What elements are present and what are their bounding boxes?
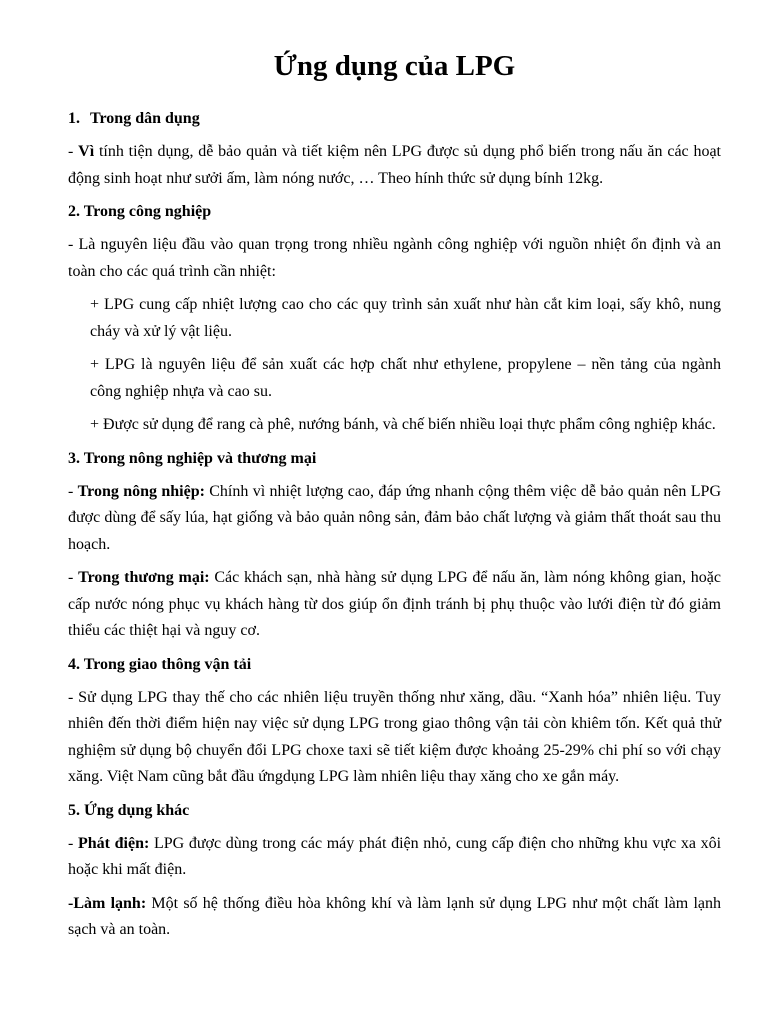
section-2-heading: 2. Trong công nghiệp bbox=[68, 203, 212, 220]
section-3-heading: 3. Trong nông nghiệp và thương mại bbox=[68, 449, 317, 467]
section-5-para2-bold: -Làm lạnh: bbox=[68, 894, 147, 912]
section-4-heading: 4. Trong giao thông vận tải bbox=[68, 655, 252, 673]
section-5-heading: 5. Ứng dụng khác bbox=[68, 801, 190, 819]
section-1-paragraph bbox=[68, 139, 721, 192]
document-title: Ứng dụng của LPG bbox=[273, 50, 516, 82]
section-1-para-text: tính tiện dụng, dễ bảo quản và tiết kiệm nên LPG được sủ dụng phổ biến trong nấu ăn các hoạt động sinh hoạt như sưởi ấm, làm nóng nước, … Theo hính thức sử dụng bính 12kg. bbox=[68, 143, 721, 187]
section-3-paragraph-agriculture bbox=[68, 479, 721, 559]
section-2-paragraph: - Là nguyên liệu đầu vào quan trọng trong nhiều ngành công nghiệp với nguồn nhiệt ổn định và an toàn cho các quá trình cần nhiệt: bbox=[68, 236, 721, 280]
section-3-para2-bold: Trong thương mại: bbox=[78, 569, 210, 586]
section-5-para2-text: Một số hệ thống điều hòa không khí và làm lạnh sử dụng LPG như một chất làm lạnh sạch và an toàn. bbox=[68, 894, 721, 938]
section-5-para1-bold: Phát điện: bbox=[77, 834, 150, 852]
section-3-para1-text: Chính vì nhiệt lượng cao, đáp ứng nhanh cộng thêm việc dễ bảo quản nên LPG được dùng để sấy lúa, hạt giống và bảo quản nông sản, đảm bảo chất lượng và giảm thất thoát sau thu hoạch. bbox=[68, 482, 721, 553]
section-5-paragraph-cooling bbox=[68, 891, 721, 944]
section-5-para1-prefix: - bbox=[68, 834, 78, 852]
section-3-para1-bold: Trong nông nhiệp: bbox=[77, 482, 205, 500]
section-1-para-bold: Vì bbox=[78, 143, 95, 160]
section-1-heading-text: Trong dân dụng bbox=[90, 110, 200, 127]
section-1-para-prefix: - bbox=[68, 143, 79, 160]
section-3-para2-prefix: - bbox=[68, 569, 79, 586]
section-2-bullet-1: + LPG cung cấp nhiệt lượng cao cho các quy trình sản xuất như hàn cắt kim loại, sấy khô, nung cháy và xử lý vật liệu. bbox=[90, 296, 721, 340]
section-5-para1-text: LPG được dùng trong các máy phát điện nhỏ, cung cấp điện cho những khu vực xa xôi hoặc khi mất điện. bbox=[68, 834, 722, 878]
section-1-heading bbox=[68, 106, 721, 132]
section-3-para1-prefix: - bbox=[68, 482, 78, 500]
section-1-number: 1. bbox=[68, 110, 80, 127]
section-2-bullet-2: + LPG là nguyên liệu để sản xuất các hợp chất như ethylene, propylene – nền tảng của ngành công nghiệp nhựa và cao su. bbox=[90, 356, 721, 400]
section-3-para2-text: Các khách sạn, nhà hàng sử dụng LPG để nấu ăn, làm nóng không gian, hoặc cấp nước nóng phục vụ khách hàng từ dos giúp ổn định tránh bị phụ thuộc vào lưới điện từ đó giảm thiểu các thiệt hại và nguy cơ. bbox=[68, 569, 722, 639]
section-3-paragraph-commerce bbox=[68, 565, 721, 645]
section-4-paragraph: - Sử dụng LPG thay thế cho các nhiên liệu truyền thống như xăng, dầu. “Xanh hóa” nhiên liệu. Tuy nhiên đến thời điểm hiện nay việc sử dụng LPG trong giao thông vận tải còn khiêm tốn. Kết quả thử nghiệm sử dụng bộ chuyển đổi LPG choxe taxi sẽ tiết kiệm được khoảng 25-29% chi phí so với chạy xăng. Việt Nam cũng bắt đầu ứngdụng LPG làm nhiên liệu thay xăng cho xe gắn máy. bbox=[68, 688, 721, 785]
section-2-bullet-3: + Được sử dụng để rang cà phê, nướng bánh, và chế biến nhiều loại thực phẩm công nghiệp khác. bbox=[90, 416, 716, 433]
section-5-paragraph-power bbox=[68, 831, 721, 884]
